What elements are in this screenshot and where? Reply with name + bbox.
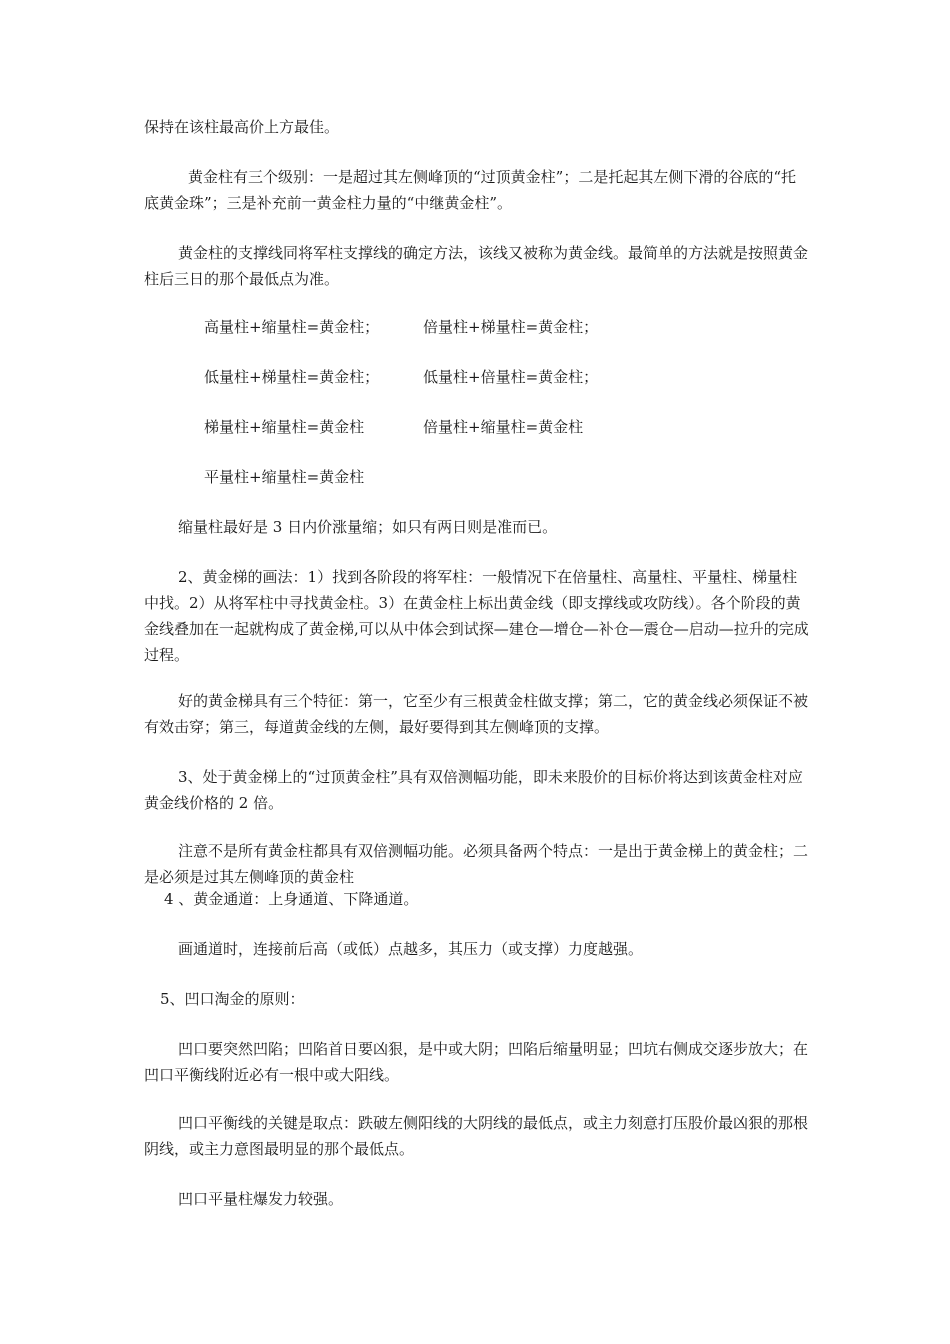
paragraph-golden-ladder-method: 2、黄金梯的画法：1）找到各阶段的将军柱：一般情况下在倍量柱、高量柱、平量柱、梯量柱中找。2）从将军柱中寻找黄金柱。3）在黄金柱上标出黄金线（即支撑线或攻防线）。各个阶段的黄金线叠加在一起就构成了黄金梯,可以从中体会到试探—建仓—增仓—补仓—震仓—启动—拉升的完成过程。	[144, 568, 809, 664]
formula-row	[204, 364, 804, 390]
paragraph-golden-bar-levels: 黄金柱有三个级别：一是超过其左侧峰顶的“过顶黄金柱”；二是托起其左侧下滑的谷底的“托底黄金珠”；三是补充前一黄金柱力量的“中继黄金柱”。	[144, 168, 797, 212]
paragraph-continuation: 保持在该柱最高价上方最佳。	[144, 118, 340, 136]
formula-row	[204, 414, 804, 440]
formula-left: 高量柱+缩量柱=黄金柱；	[204, 318, 380, 336]
paragraph-channel-drawing: 画通道时，连接前后高（或低）点越多，其压力（或支撑）力度越强。	[178, 940, 644, 958]
paragraph-notch-rules: 凹口要突然凹陷；凹陷首日要凶狠，是中或大阴；凹陷后缩量明显；凹坑右侧成交逐步放大；在凹口平衡线附近必有一根中或大阳线。	[144, 1040, 809, 1084]
paragraph-shrink-bar: 缩量柱最好是 3 日内价涨量缩；如只有两日则是准而已。	[178, 518, 558, 536]
paragraph-note: 注意不是所有黄金柱都具有双倍测幅功能。必须具备两个特点：一是出于黄金梯上的黄金柱；二是必须是过其左侧峰顶的黄金柱	[144, 842, 809, 886]
formula-right: 低量柱+倍量柱=黄金柱；	[423, 368, 599, 386]
paragraph-golden-ladder-features: 好的黄金梯具有三个特征：第一，它至少有三根黄金柱做支撑；第二，它的黄金线必须保证不被有效击穿；第三，每道黄金线的左侧，最好要得到其左侧峰顶的支撑。	[144, 692, 809, 736]
paragraph-double-measure: 3、处于黄金梯上的“过顶黄金柱”具有双倍测幅功能，即未来股价的目标价将达到该黄金柱对应黄金线价格的 2 倍。	[144, 768, 803, 812]
paragraph-golden-line: 黄金柱的支撑线同将军柱支撑线的确定方法，该线又被称为黄金线。最简单的方法就是按照黄金柱后三日的那个最低点为准。	[144, 244, 809, 288]
paragraph-notch-flat-bar: 凹口平量柱爆发力较强。	[178, 1190, 344, 1208]
formula-right: 倍量柱+缩量柱=黄金柱	[423, 418, 584, 436]
paragraph-notch-balance-line: 凹口平衡线的关键是取点：跌破左侧阳线的大阴线的最低点，或主力刻意打压股价最凶狠的那根阴线，或主力意图最明显的那个最低点。	[144, 1114, 809, 1158]
formula-right: 倍量柱+梯量柱=黄金柱；	[423, 318, 599, 336]
formula-left: 低量柱+梯量柱=黄金柱；	[204, 368, 380, 386]
formula-row	[204, 314, 804, 340]
formula-left: 梯量柱+缩量柱=黄金柱	[204, 418, 365, 436]
formula-row	[204, 464, 804, 490]
paragraph-notch-principle-heading: 5、凹口淘金的原则：	[160, 990, 305, 1008]
formula-left: 平量柱+缩量柱=黄金柱	[204, 468, 365, 486]
paragraph-golden-channel: 4 、黄金通道：上身通道、下降通道。	[164, 890, 419, 908]
